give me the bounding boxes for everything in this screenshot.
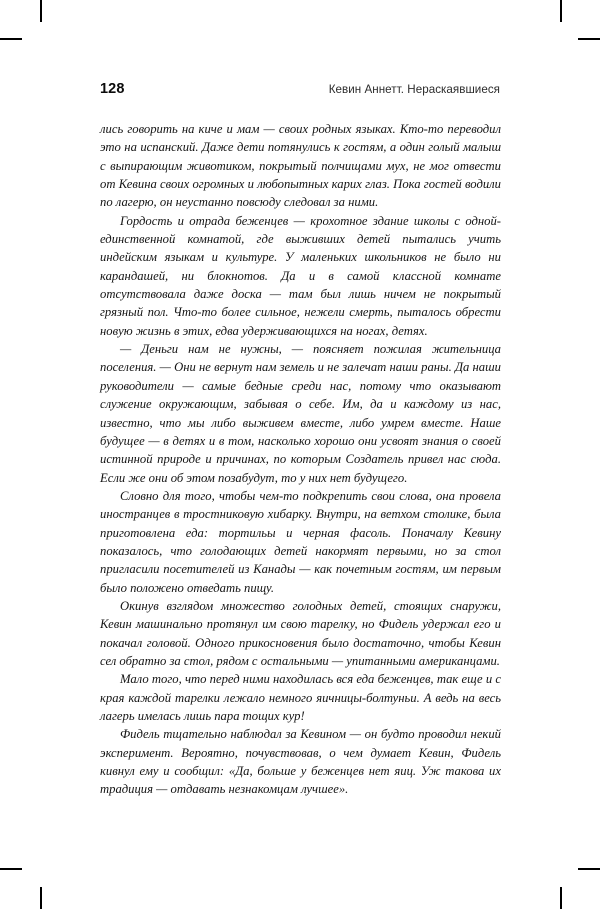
book-page (100, 0, 500, 909)
crop-mark-bottom-right-vertical (560, 887, 562, 909)
paragraph: Гордость и отрада беженцев — крохотное здание школы с одной-единственной комнатой, где выживших детей пытались учить индейским языкам и культуре. У маленьких школьников не было ни карандашей, ни блокнотов. Да и в самой классной комнате отсутствовала даже доска — там был лишь ничем не покрытый грязный пол. Что-то более сильное, нежели смерть, пыталось обрести новую жизнь в этих, едва удерживающихся на ногах, детях. (100, 213, 501, 338)
running-title: Кевин Аннетт. Нераскаявшиеся (328, 83, 500, 96)
crop-mark-top-right-vertical (560, 0, 562, 22)
crop-mark-bottom-left-horizontal (0, 868, 22, 870)
paragraph: — Деньги нам не нужны, — поясняет пожилая жительница поселения. — Они не вернут нам земель и не залечат наши раны. Да наши руководители — самые бедные среди нас, потому что оказывают служение окружающим, забывая о себе. Им, да и каждому из нас, известно, что мы либо выживем вместе, либо умрем вместе. Наше будущее — в детях и в том, насколько хорошо они усвоят знания о своей истинной природе и причинах, по которым Создатель привел нас сюда. Если же они об этом позабудут, то у них нет будущего. (100, 342, 501, 485)
paragraph: Окинув взглядом множество голодных детей, стоящих снаружи, Кевин машинально протянул им свою тарелку, но Фидель удержал его и покачал головой. Одного прикосновения было достаточно, чтобы Кевин сел обратно за стол, рядом с остальными — упитанными американцами. (100, 598, 501, 668)
running-head (100, 81, 500, 101)
crop-mark-top-left-horizontal (0, 38, 22, 40)
crop-mark-top-left-vertical (40, 0, 42, 22)
paragraph: Фидель тщательно наблюдал за Кевином — он будто проводил некий эксперимент. Вероятно, почувствовав, о чем думает Кевин, Фидель кивнул ему и сообщил: «Да, больше у беженцев нет яиц. Уж такова их традиция — отдавать незнакомцам лучшее». (100, 727, 501, 797)
body-text-block (100, 120, 501, 799)
paragraph: лись говорить на киче и мам — своих родных языках. Кто-то переводил это на испанский. Даже дети потянулись к гостям, а один голый малыш с выпирающим животиком, покрытый полчищами мух, не мог отвести от Кевина своих огромных и любопытных карих глаз. Пока гостей водили по лагерю, он неустанно повсюду следовал за ними. (100, 122, 501, 210)
crop-mark-bottom-right-horizontal (578, 868, 600, 870)
page-number: 128 (100, 81, 125, 97)
paragraph: Словно для того, чтобы чем-то подкрепить свои слова, она провела иностранцев в тростниковую хибарку. Внутри, на ветхом столике, была приготовлена еда: тортильы и черная фасоль. Поначалу Кевину показалось, что голодающих детей накормят первыми, но за стол пригласили посетителей из Канады — как почетным гостям, им первым было положено отведать пищу. (100, 488, 501, 595)
paragraph: Мало того, что перед ними находилась вся еда беженцев, так еще и с края каждой тарелки лежало немного яичницы-болтуньи. А ведь на весь лагерь имелась лишь пара тощих кур! (100, 672, 501, 723)
crop-mark-bottom-left-vertical (40, 887, 42, 909)
crop-mark-top-right-horizontal (578, 38, 600, 40)
